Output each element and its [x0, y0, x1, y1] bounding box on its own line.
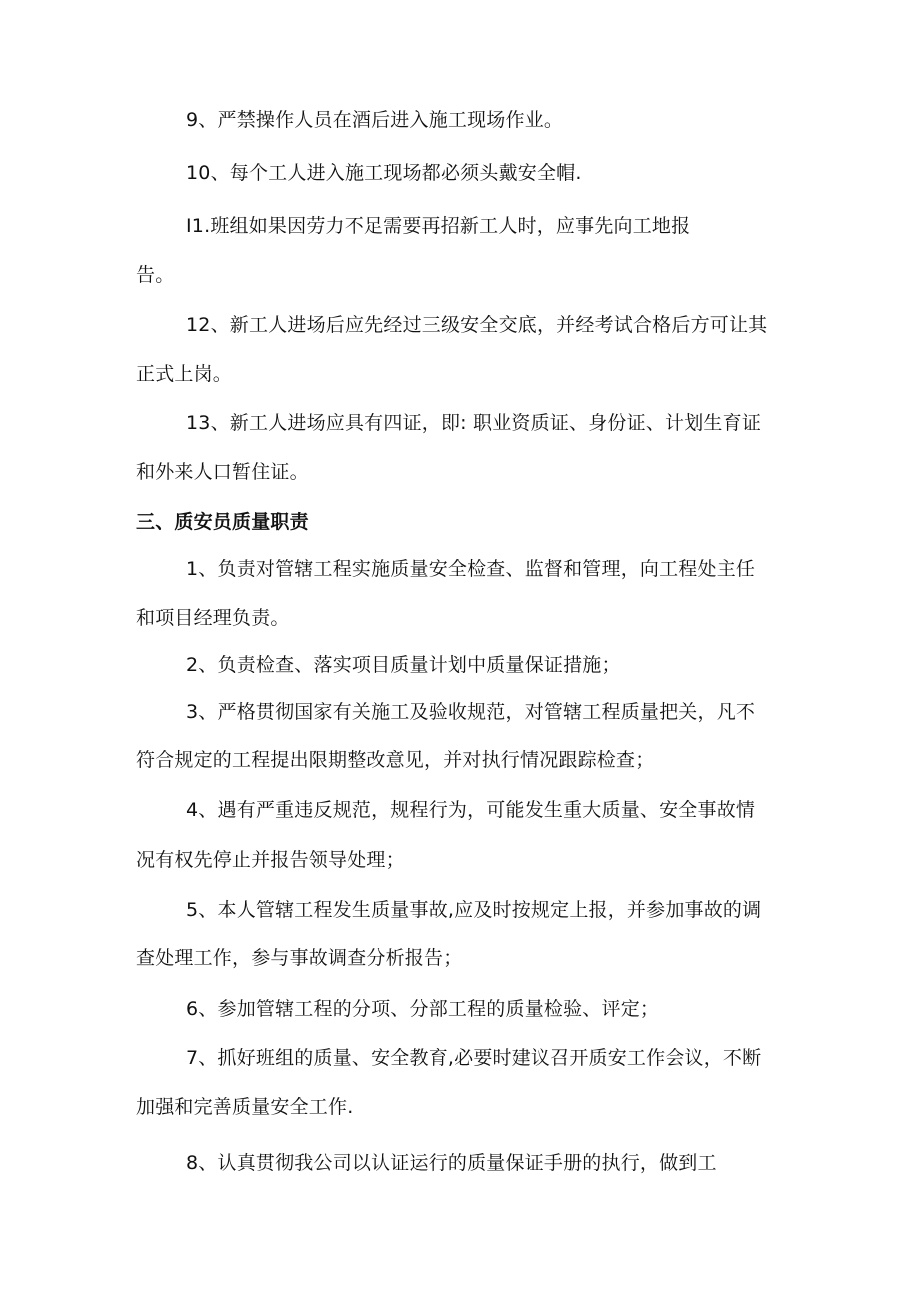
duty-4-continuation: 况有权先停止并报告领导处理； [136, 849, 405, 871]
duty-2-text: 2、负责检查、落实项目质量计划中质量保证措施； [186, 654, 621, 676]
duty-7-text: 7、抓好班组的质量、安全教育,必要时建议召开质安工作会议，不断 [186, 1047, 762, 1069]
duty-4-text: 4、遇有严重违反规范，规程行为，可能发生重大质量、安全事故情 [186, 799, 756, 821]
rule-11-continuation: 告。 [136, 264, 175, 286]
rule-11-text: I1.班组如果因劳力不足需要再招新工人时，应事先向工地报 [186, 215, 691, 237]
rule-12-text: 12、新工人进场后应先经过三级安全交底，并经考试合格后方可让其 [186, 314, 768, 336]
rule-10-text: 10、每个工人进入施工现场都必须头戴安全帽. [186, 162, 582, 184]
rule-13-text: 13、新工人进场应具有四证，即: 职业资质证、身份证、计划生育证 [186, 412, 762, 434]
duty-5-text: 5、本人管辖工程发生质量事故,应及时按规定上报，并参加事故的调 [186, 899, 762, 921]
rule-13-continuation: 和外来人口暂住证。 [136, 461, 309, 483]
rule-12-continuation: 正式上岗。 [136, 363, 233, 385]
section-heading: 三、质安员质量职责 [136, 511, 309, 533]
duty-3-continuation: 符合规定的工程提出限期整改意见，并对执行情况跟踪检查； [136, 749, 655, 771]
duty-6-text: 6、参加管辖工程的分项、分部工程的质量检验、评定； [186, 998, 660, 1020]
duty-1-continuation: 和项目经理负责。 [136, 607, 290, 629]
duty-5-continuation: 查处理工作，参与事故调查分析报告； [136, 947, 463, 969]
duty-1-text: 1、负责对管辖工程实施质量安全检查、监督和管理，向工程处主任 [186, 558, 756, 580]
duty-8-text: 8、认真贯彻我公司以认证运行的质量保证手册的执行，做到工 [186, 1152, 717, 1174]
rule-9-text: 9、严禁操作人员在酒后进入施工现场作业。 [186, 109, 564, 131]
duty-7-continuation: 加强和完善质量安全工作. [136, 1096, 354, 1118]
duty-3-text: 3、严格贯彻国家有关施工及验收规范，对管辖工程质量把关，凡不 [186, 701, 756, 723]
